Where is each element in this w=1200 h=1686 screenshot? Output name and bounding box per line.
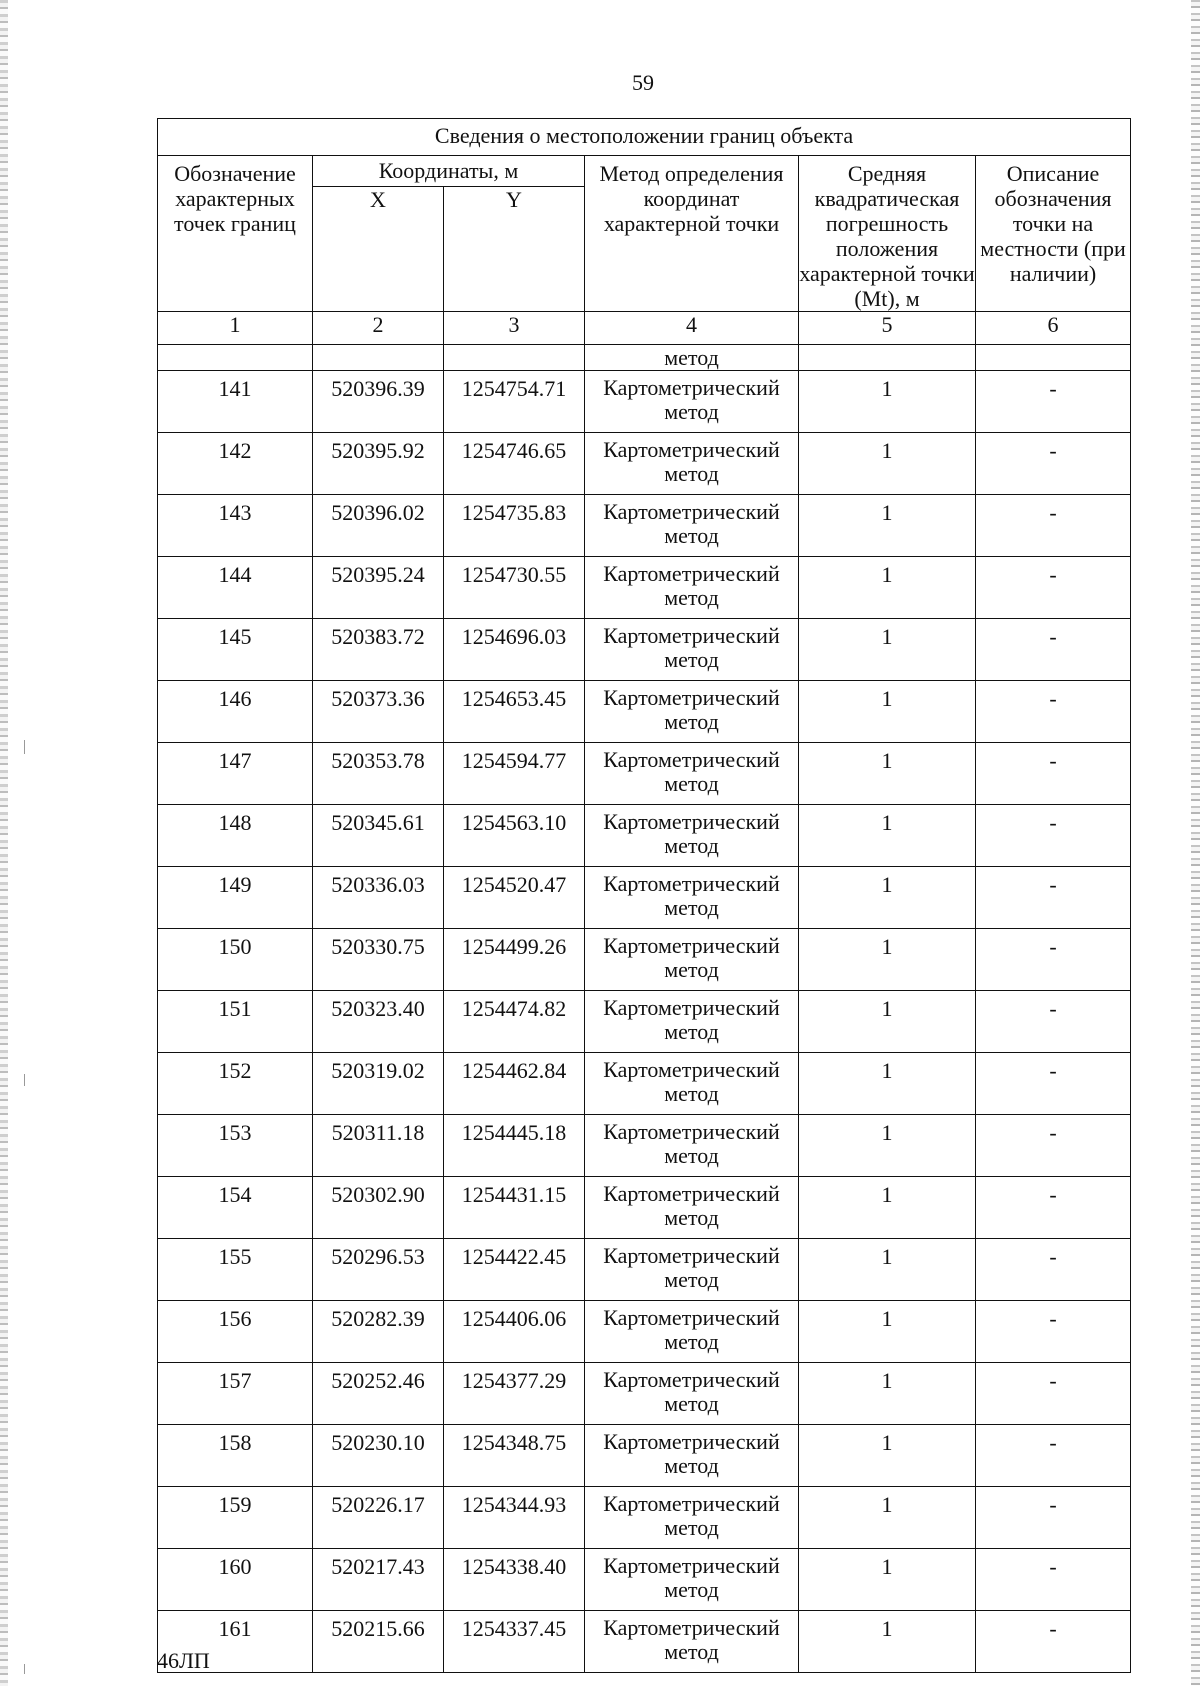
cell-description: - — [976, 991, 1131, 1053]
cell-description: - — [976, 1487, 1131, 1549]
cell-description: - — [976, 619, 1131, 681]
cell-method: Картометрический метод — [585, 1239, 799, 1301]
column-number: 6 — [976, 312, 1131, 345]
cell-description: - — [976, 1177, 1131, 1239]
cell-x: 520373.36 — [313, 681, 444, 743]
cell-y: 1254474.82 — [444, 991, 585, 1053]
cell-point: 158 — [158, 1425, 313, 1487]
table-row — [158, 1301, 1131, 1363]
cell-point: 149 — [158, 867, 313, 929]
scan-mark — [24, 1074, 25, 1086]
cell-y: 1254348.75 — [444, 1425, 585, 1487]
cell-x: 520252.46 — [313, 1363, 444, 1425]
cell-y: 1254746.65 — [444, 433, 585, 495]
cell-point: 145 — [158, 619, 313, 681]
cell-method: Картометрический метод — [585, 1487, 799, 1549]
table-row — [158, 1487, 1131, 1549]
cell-point: 150 — [158, 929, 313, 991]
cell-description: - — [976, 1363, 1131, 1425]
cell-description: - — [976, 1053, 1131, 1115]
cell-point: 151 — [158, 991, 313, 1053]
cell-description: - — [976, 433, 1131, 495]
cell-point: 157 — [158, 1363, 313, 1425]
cell-x: 520226.17 — [313, 1487, 444, 1549]
cell-error: 1 — [799, 1177, 976, 1239]
cell-x: 520336.03 — [313, 867, 444, 929]
cell-method: Картометрический метод — [585, 495, 799, 557]
table-row — [158, 991, 1131, 1053]
cell-point: 147 — [158, 743, 313, 805]
cell-description: - — [976, 681, 1131, 743]
cell-method: Картометрический метод — [585, 1549, 799, 1611]
table-row — [158, 371, 1131, 433]
table-row — [158, 557, 1131, 619]
header-method: Метод определения координат характерной точки — [585, 156, 799, 312]
cell-y: 1254337.45 — [444, 1611, 585, 1673]
cell-error: 1 — [799, 371, 976, 433]
cell-error: 1 — [799, 1487, 976, 1549]
table-row — [158, 867, 1131, 929]
cell-x: 520396.02 — [313, 495, 444, 557]
cell-error: 1 — [799, 433, 976, 495]
cell-method: Картометрический метод — [585, 433, 799, 495]
cell-method: Картометрический метод — [585, 1425, 799, 1487]
column-number: 1 — [158, 312, 313, 345]
cell-x: 520330.75 — [313, 929, 444, 991]
cell-y: 1254445.18 — [444, 1115, 585, 1177]
cell-x: 520323.40 — [313, 991, 444, 1053]
cell-method: Картометрический метод — [585, 1115, 799, 1177]
footer-code: 46ЛП — [157, 1648, 210, 1673]
cell-method: Картометрический метод — [585, 371, 799, 433]
table-row — [158, 1549, 1131, 1611]
cell-error: 1 — [799, 557, 976, 619]
cell-x: 520396.39 — [313, 371, 444, 433]
cell-description: - — [976, 1549, 1131, 1611]
table-row — [158, 1425, 1131, 1487]
table-title: Сведения о местоположении границ объекта — [158, 119, 1131, 156]
cell-x: 520311.18 — [313, 1115, 444, 1177]
cell-y: 1254422.45 — [444, 1239, 585, 1301]
cell-error: 1 — [799, 805, 976, 867]
cell-error: 1 — [799, 1115, 976, 1177]
table-row — [158, 1115, 1131, 1177]
cell-point: 153 — [158, 1115, 313, 1177]
cell-x: 520230.10 — [313, 1425, 444, 1487]
cell-description: - — [976, 743, 1131, 805]
page-number: 59 — [632, 70, 654, 95]
cell-x: 520353.78 — [313, 743, 444, 805]
cell-description: - — [976, 1239, 1131, 1301]
cell-error: 1 — [799, 1611, 976, 1673]
cell-error: 1 — [799, 991, 976, 1053]
cell-y: 1254344.93 — [444, 1487, 585, 1549]
cell-point: 161 — [158, 1611, 313, 1673]
cell-description: - — [976, 1115, 1131, 1177]
scan-mark — [24, 1664, 25, 1674]
cell-x: 520296.53 — [313, 1239, 444, 1301]
header-point: Обозначение характерных точек границ — [158, 156, 313, 312]
cell-y: 1254594.77 — [444, 743, 585, 805]
cell-error: 1 — [799, 743, 976, 805]
cell-description: - — [976, 1425, 1131, 1487]
cell-method: Картометрический метод — [585, 1363, 799, 1425]
cell-y: 1254730.55 — [444, 557, 585, 619]
cell-y: 1254406.06 — [444, 1301, 585, 1363]
cell-method: Картометрический метод — [585, 557, 799, 619]
table-row — [158, 1053, 1131, 1115]
cell-method: Картометрический метод — [585, 619, 799, 681]
cell-y: 1254431.15 — [444, 1177, 585, 1239]
cell-error: 1 — [799, 867, 976, 929]
cell-point: 143 — [158, 495, 313, 557]
header-coordinates: Координаты, м — [313, 156, 585, 187]
cell-point: 156 — [158, 1301, 313, 1363]
cell-error: 1 — [799, 1363, 976, 1425]
header-x: X — [313, 187, 444, 312]
scan-edge-left — [0, 0, 8, 1686]
cell-x: 520215.66 — [313, 1611, 444, 1673]
table-row — [158, 1363, 1131, 1425]
cell-description: - — [976, 495, 1131, 557]
header-error: Средняя квадратическая погрешность положения характерной точки (Mt), м — [799, 156, 976, 312]
cell-error: 1 — [799, 619, 976, 681]
cell-y: 1254754.71 — [444, 371, 585, 433]
cell-method: Картометрический метод — [585, 1611, 799, 1673]
cell-x: 520319.02 — [313, 1053, 444, 1115]
cell-method: Картометрический метод — [585, 1177, 799, 1239]
column-number: 3 — [444, 312, 585, 345]
cell-point: 155 — [158, 1239, 313, 1301]
cell-method: Картометрический метод — [585, 743, 799, 805]
cell-y: 1254520.47 — [444, 867, 585, 929]
cell-point: 141 — [158, 371, 313, 433]
cell-y: 1254499.26 — [444, 929, 585, 991]
cell-error: 1 — [799, 1239, 976, 1301]
cell-x: 520395.92 — [313, 433, 444, 495]
cell-error: 1 — [799, 929, 976, 991]
cell-description: - — [976, 867, 1131, 929]
column-number: 2 — [313, 312, 444, 345]
scan-mark — [24, 740, 25, 754]
cell-y: 1254696.03 — [444, 619, 585, 681]
cell-description: - — [976, 929, 1131, 991]
table-row — [158, 805, 1131, 867]
cell-method: Картометрический метод — [585, 929, 799, 991]
table-row — [158, 743, 1131, 805]
table-row — [158, 1239, 1131, 1301]
table-row — [158, 1611, 1131, 1673]
cell-method: Картометрический метод — [585, 1053, 799, 1115]
cell-point: 160 — [158, 1549, 313, 1611]
cell-description: - — [976, 1611, 1131, 1673]
cell-y: 1254338.40 — [444, 1549, 585, 1611]
cell-error: 1 — [799, 1425, 976, 1487]
cell-description: - — [976, 1301, 1131, 1363]
cell-point: 144 — [158, 557, 313, 619]
table-row — [158, 495, 1131, 557]
cell-x: 520383.72 — [313, 619, 444, 681]
cell-error: 1 — [799, 1549, 976, 1611]
table-row — [158, 681, 1131, 743]
cell-error: 1 — [799, 495, 976, 557]
table-row — [158, 1177, 1131, 1239]
cell-description: - — [976, 557, 1131, 619]
cell-point: 146 — [158, 681, 313, 743]
cell-y: 1254653.45 — [444, 681, 585, 743]
cell-x: 520345.61 — [313, 805, 444, 867]
cell-point: 154 — [158, 1177, 313, 1239]
cell-method: Картометрический метод — [585, 805, 799, 867]
table-row — [158, 619, 1131, 681]
cell-x: 520302.90 — [313, 1177, 444, 1239]
cell-method: Картометрический метод — [585, 867, 799, 929]
continuation-row — [158, 345, 1131, 371]
cell-point: 159 — [158, 1487, 313, 1549]
cell-x: 520395.24 — [313, 557, 444, 619]
column-number: 5 — [799, 312, 976, 345]
table-row — [158, 929, 1131, 991]
header-description: Описание обозначения точки на местности (при наличии) — [976, 156, 1131, 312]
boundary-coordinates-table — [157, 118, 1131, 1673]
continued-method: метод — [585, 345, 799, 371]
cell-error: 1 — [799, 1053, 976, 1115]
cell-point: 152 — [158, 1053, 313, 1115]
cell-y: 1254462.84 — [444, 1053, 585, 1115]
cell-y: 1254377.29 — [444, 1363, 585, 1425]
cell-method: Картометрический метод — [585, 991, 799, 1053]
cell-x: 520217.43 — [313, 1549, 444, 1611]
cell-method: Картометрический метод — [585, 681, 799, 743]
table-row — [158, 433, 1131, 495]
cell-y: 1254563.10 — [444, 805, 585, 867]
cell-x: 520282.39 — [313, 1301, 444, 1363]
cell-error: 1 — [799, 681, 976, 743]
cell-error: 1 — [799, 1301, 976, 1363]
cell-description: - — [976, 805, 1131, 867]
scan-edge-right — [1191, 0, 1200, 1686]
column-number: 4 — [585, 312, 799, 345]
cell-description: - — [976, 371, 1131, 433]
cell-method: Картометрический метод — [585, 1301, 799, 1363]
cell-point: 148 — [158, 805, 313, 867]
cell-point: 142 — [158, 433, 313, 495]
header-y: Y — [444, 187, 585, 312]
cell-y: 1254735.83 — [444, 495, 585, 557]
